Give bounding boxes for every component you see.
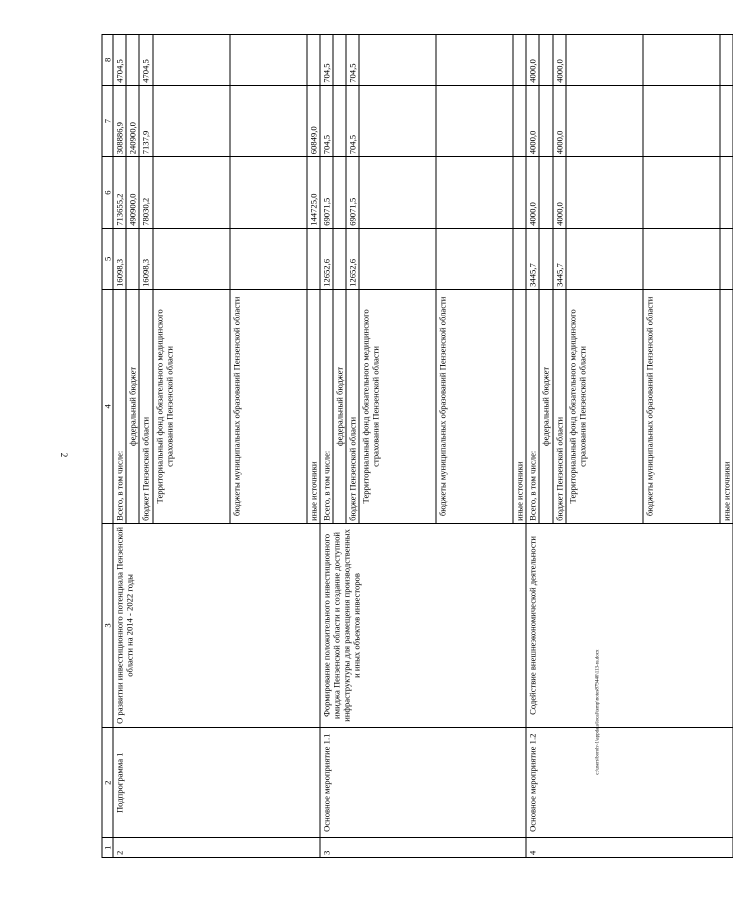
funding-source-cell: Всего, в том числе: xyxy=(113,289,126,523)
funding-source-cell: бюджеты муниципальных образований Пензенской области xyxy=(229,289,306,523)
header-cell: 7 xyxy=(102,85,113,157)
funding-source-cell: бюджеты муниципальных образований Пензенской области xyxy=(642,289,719,523)
header-row xyxy=(102,35,113,858)
row-name-cell: Основное мероприятие 1.2 xyxy=(526,728,733,839)
amount-cell xyxy=(126,35,139,86)
amount-cell xyxy=(332,85,345,157)
amount-cell xyxy=(359,228,436,289)
table-row xyxy=(526,35,539,858)
funding-source-cell: бюджеты муниципальных образований Пензенской области xyxy=(436,289,513,523)
funding-source-cell: иные источники xyxy=(719,289,732,523)
funding-source-cell: иные источники xyxy=(306,289,319,523)
table-body xyxy=(102,35,733,858)
amount-cell xyxy=(719,157,732,229)
funding-source-cell: Территориальный фонд обязательного медицинского страхования Пензенской области xyxy=(359,289,436,523)
amount-cell: 60849,0 xyxy=(306,85,319,157)
amount-cell xyxy=(513,85,526,157)
table-row xyxy=(319,35,332,858)
amount-cell xyxy=(513,157,526,229)
amount-cell: 4000,0 xyxy=(526,157,539,229)
amount-cell xyxy=(152,157,229,229)
amount-cell xyxy=(359,35,436,86)
funding-source-cell: иные источники xyxy=(513,289,526,523)
program-funding-table xyxy=(101,34,733,858)
amount-cell: 4704,5 xyxy=(139,35,152,86)
amount-cell xyxy=(436,85,513,157)
amount-cell: 4000,0 xyxy=(552,35,565,86)
amount-cell: 78030,2 xyxy=(139,157,152,229)
amount-cell xyxy=(359,85,436,157)
funding-source-cell: федеральный бюджет xyxy=(539,289,552,523)
amount-cell: 4000,0 xyxy=(552,157,565,229)
amount-cell xyxy=(152,35,229,86)
amount-cell xyxy=(719,35,732,86)
header-cell: 2 xyxy=(102,728,113,839)
row-number-cell: 2 xyxy=(113,838,320,858)
amount-cell xyxy=(229,228,306,289)
amount-cell: 144725,0 xyxy=(306,157,319,229)
amount-cell xyxy=(229,157,306,229)
amount-cell xyxy=(152,228,229,289)
amount-cell: 4000,0 xyxy=(526,85,539,157)
amount-cell: 704,5 xyxy=(319,35,332,86)
header-cell: 1 xyxy=(102,838,113,858)
amount-cell xyxy=(126,228,139,289)
amount-cell: 69071,5 xyxy=(319,157,332,229)
amount-cell: 3445,7 xyxy=(552,228,565,289)
amount-cell xyxy=(306,228,319,289)
amount-cell: 12652,6 xyxy=(319,228,332,289)
row-name-cell: Основное мероприятие 1.1 xyxy=(319,728,526,839)
amount-cell xyxy=(565,35,642,86)
amount-cell: 12652,6 xyxy=(345,228,358,289)
header-cell: 4 xyxy=(102,289,113,523)
amount-cell xyxy=(539,157,552,229)
page-number: 2 xyxy=(59,452,69,458)
amount-cell xyxy=(539,228,552,289)
amount-cell xyxy=(642,35,719,86)
amount-cell: 16098,3 xyxy=(113,228,126,289)
header-cell: 6 xyxy=(102,157,113,229)
amount-cell: 704,5 xyxy=(345,85,358,157)
funding-source-cell: Территориальный фонд обязательного медицинского страхования Пензенской области xyxy=(152,289,229,523)
footer-file-path: c:\users\boroh~1\appdata\local\temp\notes879440\113-ra.docx xyxy=(595,649,601,775)
header-cell: 8 xyxy=(102,35,113,86)
row-name-cell: Подпрограмма 1 xyxy=(113,728,320,839)
amount-cell xyxy=(565,85,642,157)
amount-cell xyxy=(152,85,229,157)
row-description-cell: О развитии инвестиционного потенциала Пензенской области на 2014 - 2022 годы xyxy=(113,523,320,727)
funding-source-cell: Всего, в том числе: xyxy=(319,289,332,523)
amount-cell xyxy=(642,157,719,229)
header-cell: 5 xyxy=(102,228,113,289)
amount-cell: 4000,0 xyxy=(526,35,539,86)
amount-cell xyxy=(359,157,436,229)
amount-cell xyxy=(719,228,732,289)
funding-source-cell: бюджет Пензенской области xyxy=(552,289,565,523)
amount-cell xyxy=(513,35,526,86)
amount-cell xyxy=(436,35,513,86)
header-cell: 3 xyxy=(102,523,113,727)
amount-cell: 704,5 xyxy=(319,85,332,157)
row-number-cell: 4 xyxy=(526,838,733,858)
funding-source-cell: федеральный бюджет xyxy=(332,289,345,523)
row-number-cell: 3 xyxy=(319,838,526,858)
amount-cell: 240900,0 xyxy=(126,85,139,157)
amount-cell: 4704,5 xyxy=(113,35,126,86)
row-description-cell: Формирование положительного инвестиционного имиджа Пензенской области и создание доступной инфраструктуры для размещения производственных и иных объектов инвесторов xyxy=(319,523,526,727)
amount-cell: 4000,0 xyxy=(552,85,565,157)
table-row xyxy=(113,35,126,858)
funding-source-cell: Всего, в том числе: xyxy=(526,289,539,523)
amount-cell: 308886,9 xyxy=(113,85,126,157)
amount-cell xyxy=(229,85,306,157)
funding-source-cell: федеральный бюджет xyxy=(126,289,139,523)
amount-cell: 3445,7 xyxy=(526,228,539,289)
row-description-cell: Содействие внешнеэкономической деятельности xyxy=(526,523,733,727)
amount-cell xyxy=(436,157,513,229)
amount-cell xyxy=(565,157,642,229)
amount-cell: 16098,3 xyxy=(139,228,152,289)
funding-source-cell: Территориальный фонд обязательного медицинского страхования Пензенской области xyxy=(565,289,642,523)
amount-cell xyxy=(229,35,306,86)
amount-cell xyxy=(719,85,732,157)
amount-cell xyxy=(332,157,345,229)
funding-source-cell: бюджет Пензенской области xyxy=(345,289,358,523)
amount-cell xyxy=(436,228,513,289)
amount-cell xyxy=(306,35,319,86)
amount-cell: 713655,2 xyxy=(113,157,126,229)
amount-cell xyxy=(642,85,719,157)
amount-cell xyxy=(332,35,345,86)
amount-cell: 7137,9 xyxy=(139,85,152,157)
amount-cell xyxy=(539,85,552,157)
amount-cell xyxy=(332,228,345,289)
amount-cell xyxy=(565,228,642,289)
amount-cell: 69071,5 xyxy=(345,157,358,229)
amount-cell xyxy=(539,35,552,86)
amount-cell xyxy=(642,228,719,289)
funding-source-cell: бюджет Пензенской области xyxy=(139,289,152,523)
amount-cell: 490900,0 xyxy=(126,157,139,229)
amount-cell xyxy=(513,228,526,289)
amount-cell: 704,5 xyxy=(345,35,358,86)
